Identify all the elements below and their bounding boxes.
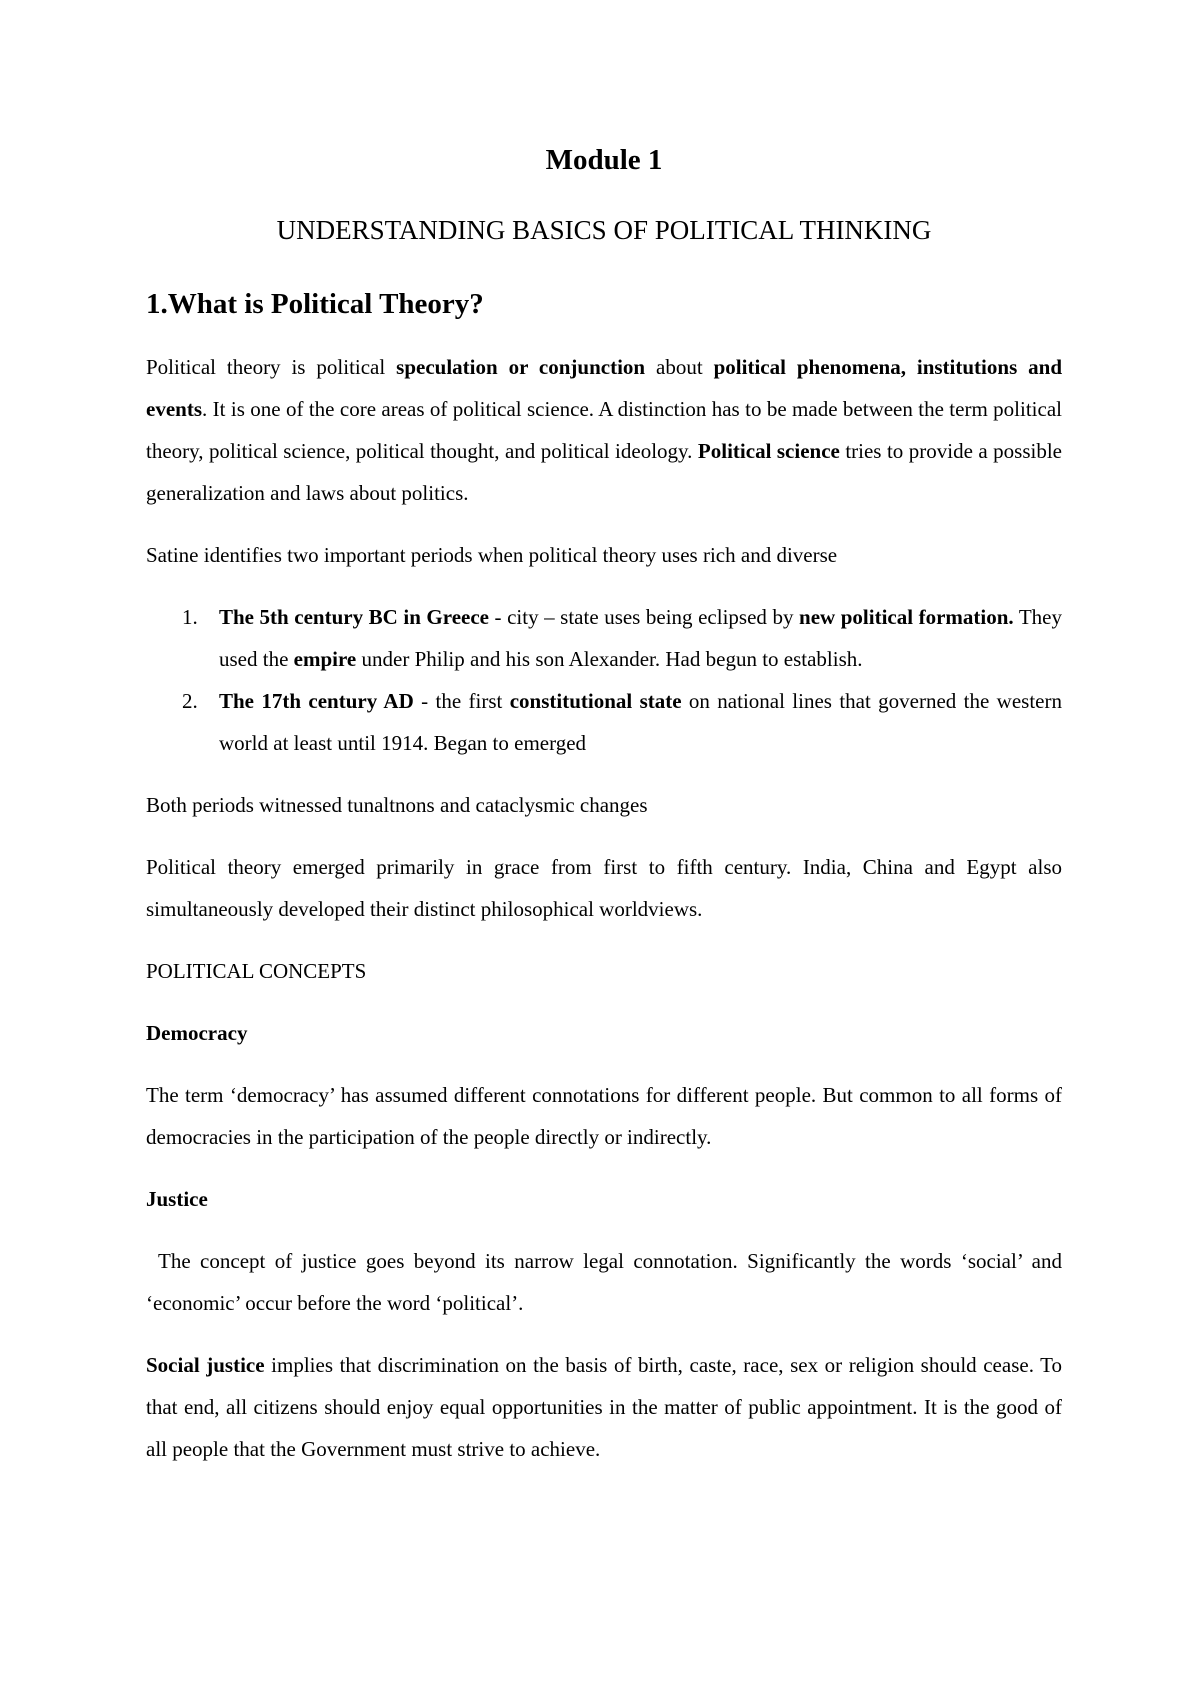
list-item-5th-century (146, 596, 1062, 680)
bold-17th-century: The 17th century AD (219, 689, 414, 713)
text-run: Political theory is political (146, 355, 397, 379)
heading-democracy: Democracy (146, 1021, 248, 1045)
bold-speculation: speculation or conjunction (396, 355, 646, 379)
text-run: tries to provide a possible generalization and laws about politics. (146, 439, 1062, 505)
main-title: UNDERSTANDING BASICS OF POLITICAL THINKING (276, 215, 932, 245)
text-run: on national lines that governed the western world at least until 1914. Began to emerged (219, 689, 1062, 755)
paragraph-both-periods: Both periods witnessed tunaltnons and cataclysmic changes (146, 793, 648, 817)
bold-new-political-formation: new political formation. (799, 605, 1014, 629)
text-run: implies that discrimination on the basis of birth, caste, race, sex or religion should cease. To that end, all citizens should enjoy equal opportunities in the matter of public appointment. It is the good of all people that the Government must strive to achieve. (146, 1353, 1063, 1461)
paragraph-democracy: The term ‘democracy’ has assumed different connotations for different people. But common to all forms of democracies in the participation of the people directly or indirectly. (146, 1083, 1062, 1149)
periods-list (146, 596, 1062, 764)
bold-political-science: Political science (697, 439, 840, 463)
paragraph-justice (146, 1240, 1062, 1324)
list-number: 1. (182, 605, 198, 629)
bold-constitutional-state: constitutional state (509, 689, 682, 713)
bold-empire: empire (293, 647, 357, 671)
paragraph-social-justice (146, 1344, 1062, 1470)
module-title: Module 1 (545, 144, 663, 176)
text-run: about (645, 355, 714, 379)
text-run: The concept of justice goes beyond its narrow legal connotation. Significantly the words ‘social’ and ‘economic’ occur before the word ‘political’. (146, 1249, 1062, 1315)
list-item-17th-century (146, 680, 1062, 764)
paragraph-political-theory-definition (146, 346, 1062, 514)
heading-political-concepts: POLITICAL CONCEPTS (146, 959, 367, 983)
text-run: - the first (413, 689, 510, 713)
text-run: . It is one of the core areas of political science. A distinction has to be made between the term political theory, political science, political thought, and political ideology. (146, 397, 1062, 463)
text-run: under Philip and his son Alexander. Had begun to establish. (356, 647, 863, 671)
paragraph-satine-periods: Satine identifies two important periods when political theory uses rich and diverse (146, 543, 838, 567)
section-heading-political-theory: 1.What is Political Theory? (146, 288, 484, 320)
bold-social-justice: Social justice (146, 1353, 265, 1377)
list-number: 2. (182, 689, 198, 713)
paragraph-theory-emergence: Political theory emerged primarily in grace from first to fifth century. India, China and Egypt also simultaneously developed their distinct philosophical worldviews. (146, 855, 1062, 921)
text-run: - city – state uses being eclipsed by (488, 605, 800, 629)
heading-justice: Justice (146, 1187, 208, 1211)
text-run: They used the (219, 605, 1062, 671)
bold-political-phenomena: political phenomena, institutions and events (146, 355, 1063, 421)
bold-5th-century: The 5th century BC in Greece (219, 605, 489, 629)
document-content (146, 140, 1062, 1490)
